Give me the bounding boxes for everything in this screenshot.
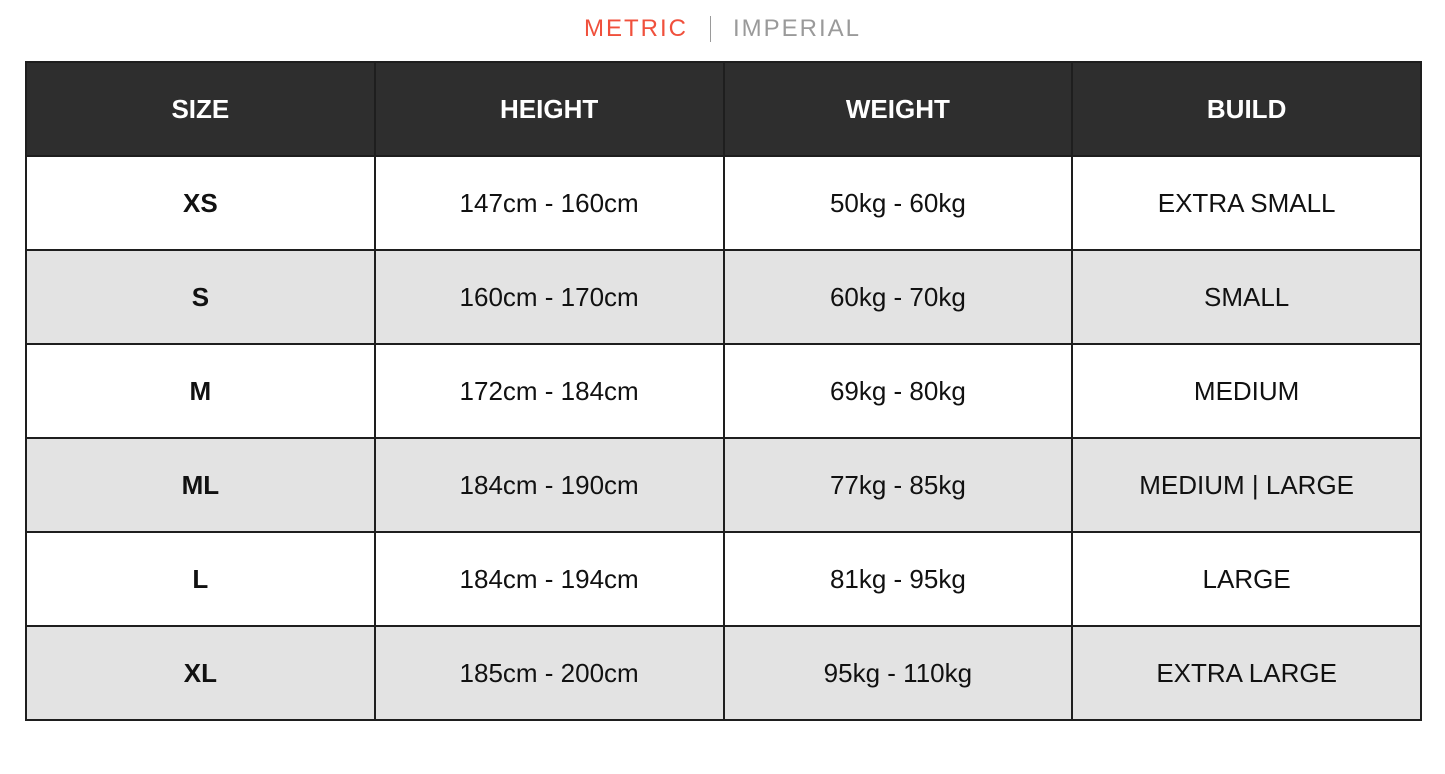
build-cell: SMALL [1072,250,1421,344]
height-cell: 184cm - 194cm [375,532,724,626]
size-cell: M [26,344,375,438]
table-row [26,250,1421,344]
height-cell: 184cm - 190cm [375,438,724,532]
column-header-weight: WEIGHT [724,62,1073,156]
table-row [26,344,1421,438]
table-row [26,532,1421,626]
toggle-divider [710,16,711,42]
column-header-build: BUILD [1072,62,1421,156]
table-row [26,626,1421,720]
height-cell: 147cm - 160cm [375,156,724,250]
size-cell: XL [26,626,375,720]
size-cell: ML [26,438,375,532]
height-cell: 160cm - 170cm [375,250,724,344]
weight-cell: 77kg - 85kg [724,438,1073,532]
height-cell: 172cm - 184cm [375,344,724,438]
build-cell: MEDIUM | LARGE [1072,438,1421,532]
size-chart-table [25,61,1422,721]
metric-tab[interactable]: METRIC [583,15,688,42]
build-cell: LARGE [1072,532,1421,626]
size-cell: S [26,250,375,344]
height-cell: 185cm - 200cm [375,626,724,720]
imperial-tab[interactable]: IMPERIAL [732,15,862,42]
table-row [26,438,1421,532]
weight-cell: 50kg - 60kg [724,156,1073,250]
size-cell: XS [26,156,375,250]
table-header-row [26,62,1421,156]
unit-toggle [0,12,1445,46]
weight-cell: 60kg - 70kg [724,250,1073,344]
build-cell: EXTRA LARGE [1072,626,1421,720]
table-row [26,156,1421,250]
weight-cell: 81kg - 95kg [724,532,1073,626]
weight-cell: 69kg - 80kg [724,344,1073,438]
size-cell: L [26,532,375,626]
weight-cell: 95kg - 110kg [724,626,1073,720]
build-cell: EXTRA SMALL [1072,156,1421,250]
column-header-height: HEIGHT [375,62,724,156]
build-cell: MEDIUM [1072,344,1421,438]
column-header-size: SIZE [26,62,375,156]
